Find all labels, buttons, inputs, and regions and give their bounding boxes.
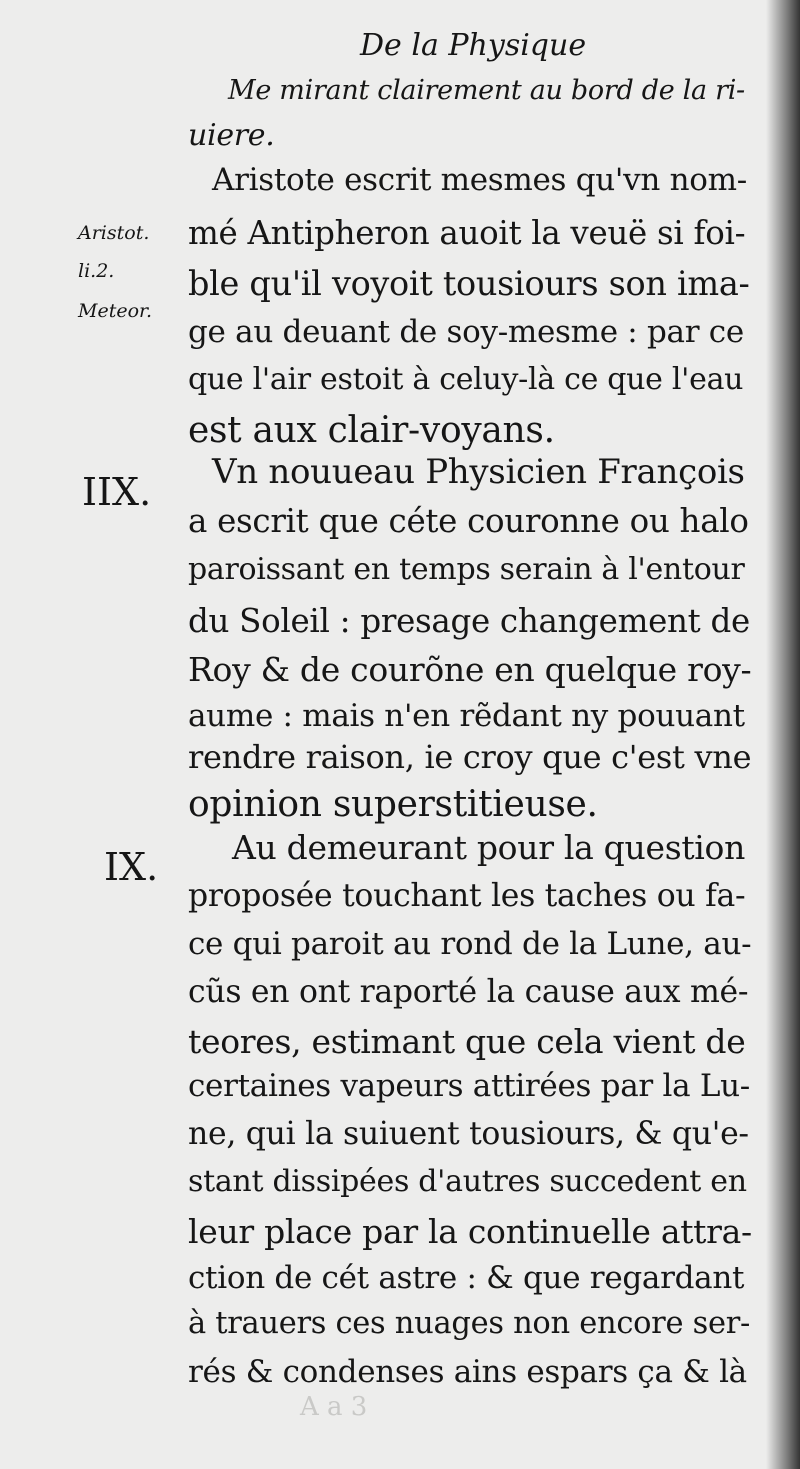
text-line: du Soleil : presage changement de	[188, 602, 750, 640]
text-line: rés & condenses ains espars ça & là	[188, 1354, 747, 1390]
text-line: cũs en ont raporté la cause aux mé-	[188, 974, 749, 1010]
section-marker: IIX.	[82, 470, 152, 514]
text-line: teores, estimant que cela vient de	[188, 1022, 746, 1061]
text-line: paroissant en temps serain à l'entour	[188, 552, 745, 587]
text-line: rendre raison, ie croy que c'est vne	[188, 738, 752, 776]
text-line: Me mirant clairement au bord de la ri-	[228, 75, 745, 106]
margin-note: li.2.	[78, 260, 115, 282]
text-line: opinion superstitieuse.	[188, 784, 598, 825]
text-line: Roy & de courõne en quelque roy-	[188, 650, 752, 689]
text-line: est aux clair-voyans.	[188, 410, 555, 451]
text-line: uiere.	[188, 118, 275, 153]
text-line: mé Antipheron auoit la veuë si foi-	[188, 214, 746, 252]
text-line: certaines vapeurs attirées par la Lu-	[188, 1068, 750, 1104]
text-line: ce qui paroit au rond de la Lune, au-	[188, 926, 752, 962]
running-title: De la Physique	[360, 28, 587, 63]
text-line: aume : mais n'en rẽdant ny pouuant	[188, 698, 745, 734]
text-line: proposée touchant les taches ou fa-	[188, 878, 746, 914]
text-line: que l'air estoit à celuy-là ce que l'eau	[188, 362, 744, 397]
signature-mark: A a 3	[300, 1392, 368, 1422]
text-line: ne, qui la suiuent tousiours, & qu'e-	[188, 1116, 749, 1152]
margin-note: Aristot.	[78, 222, 150, 244]
text-line: Aristote escrit mesmes qu'vn nom-	[212, 162, 747, 198]
text-line: ction de cét astre : & que regardant	[188, 1260, 745, 1296]
text-line: ge au deuant de soy-mesme : par ce	[188, 314, 744, 350]
text-line: Au demeurant pour la question	[232, 828, 746, 867]
text-line: a escrit que céte couronne ou halo	[188, 502, 749, 540]
section-marker: IX.	[104, 845, 159, 889]
text-line: leur place par la continuelle attra-	[188, 1212, 752, 1251]
text-line: ble qu'il voyoit tousiours son ima-	[188, 264, 750, 303]
margin-note: Meteor.	[78, 300, 153, 322]
text-line: stant dissipées d'autres succedent en	[188, 1164, 747, 1199]
text-line: à trauers ces nuages non encore ser-	[188, 1306, 750, 1341]
text-line: Vn nouueau Physicien François	[212, 452, 745, 492]
